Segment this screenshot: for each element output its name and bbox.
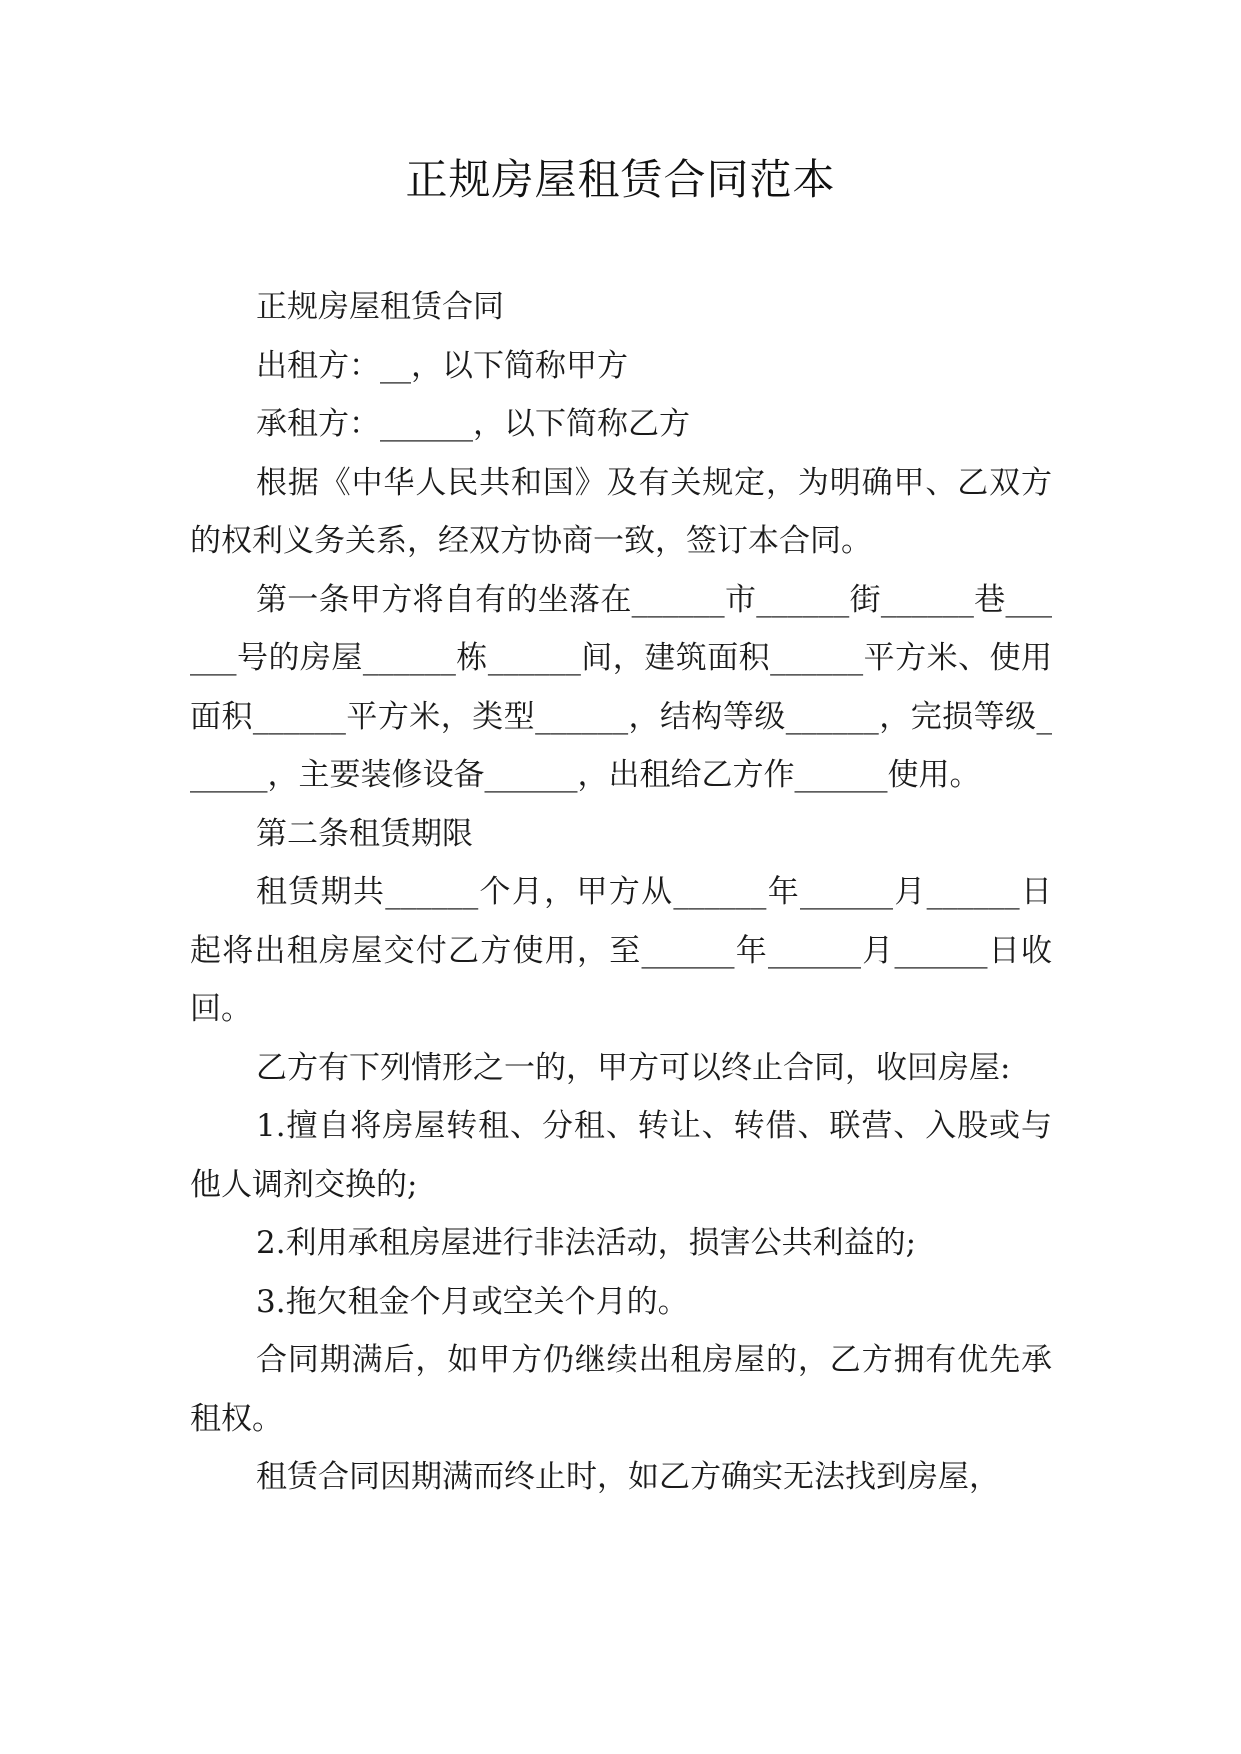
paragraph-contract-heading: 正规房屋租赁合同 [256, 289, 504, 325]
paragraph-article-1: 第一条甲方将自有的坐落在______市______街______巷______号的房屋______栋______间，建筑面积______平方米、使用面积______平方米，类型______，结构等级______，完损等级______，主要装修设备______，出租给乙方作______使用。 [190, 581, 1052, 793]
paragraph-article-2-heading: 第二条租赁期限 [256, 815, 473, 852]
paragraph-termination-item-2: 2.利用承租房屋进行非法活动，损害公共利益的; [256, 1225, 917, 1261]
paragraph-termination-item-3: 3.拖欠租金个月或空关个月的。 [256, 1283, 689, 1320]
paragraph-termination-intro: 乙方有下列情形之一的，甲方可以终止合同，收回房屋: [256, 1049, 1011, 1086]
paragraph-preamble: 根据《中华人民共和国》及有关规定，为明确甲、乙双方的权利义务关系，经双方协商一致，签订本合同。 [190, 464, 1052, 559]
paragraph-lessee: 承租方：______，以下简称乙方 [256, 406, 690, 442]
paragraph-lessor: 出租方：__，以下简称甲方 [256, 347, 628, 384]
paragraph-expiry: 租赁合同因期满而终止时，如乙方确实无法找到房屋， [256, 1459, 1000, 1495]
paragraph-lease-term: 租赁期共______个月，甲方从______年______月______日起将出租房屋交付乙方使用，至______年______月______日收回。 [190, 874, 1052, 1027]
paragraph-priority-renewal: 合同期满后，如甲方仍继续出租房屋的，乙方拥有优先承租权。 [190, 1342, 1052, 1437]
document-body [190, 278, 1052, 1507]
document-title: 正规房屋租赁合同范本 [405, 155, 836, 204]
paragraph-termination-item-1: 1.擅自将房屋转租、分租、转让、转借、联营、入股或与他人调剂交换的; [190, 1108, 1052, 1203]
